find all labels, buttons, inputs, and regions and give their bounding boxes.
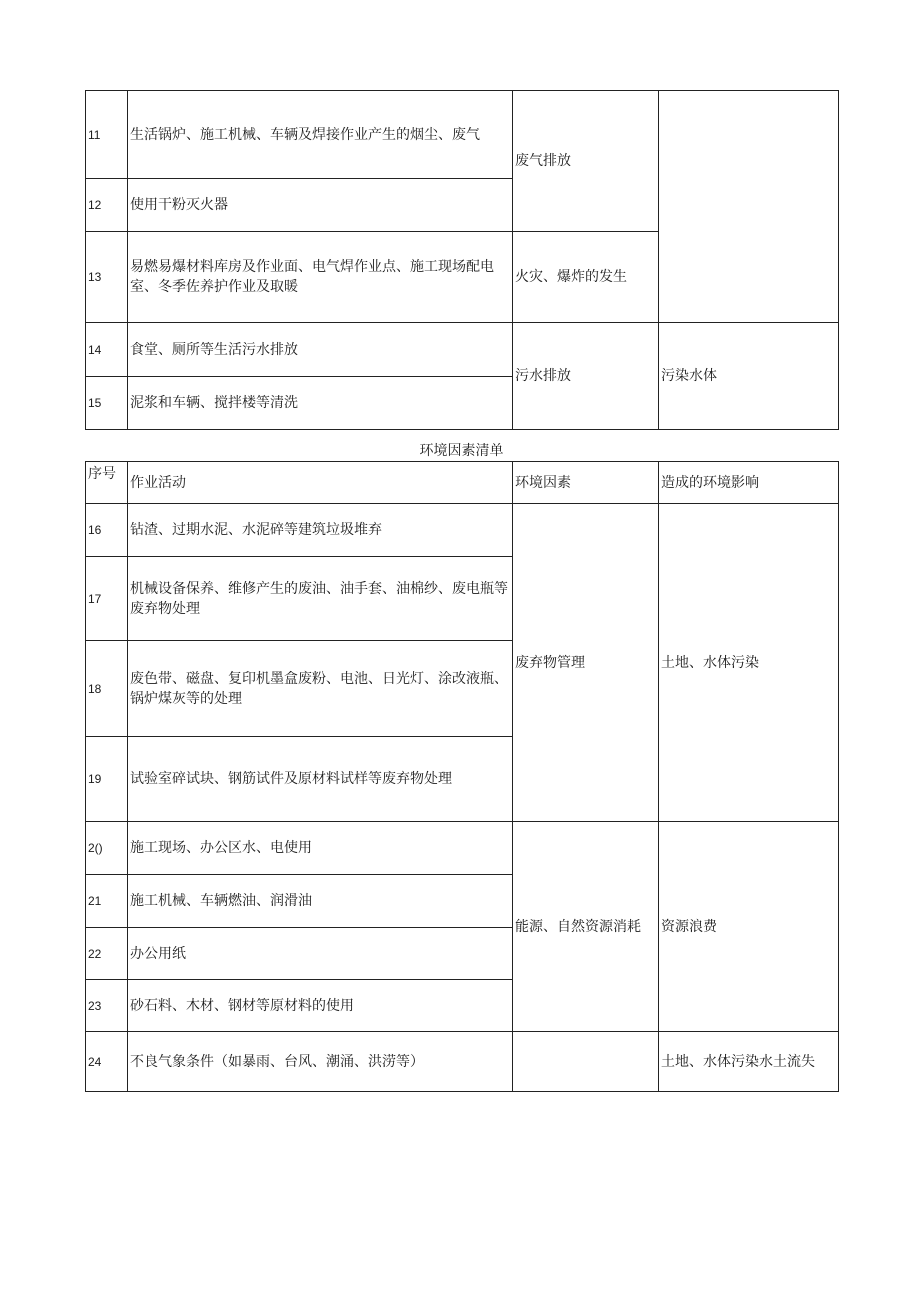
factor-cell: 火灾、爆炸的发生 [513, 232, 659, 323]
impact-cell: 土地、水体污染 [659, 504, 839, 822]
header-impact: 造成的环境影响 [659, 462, 839, 504]
activity-cell: 砂石料、木材、钢材等原材料的使用 [128, 980, 513, 1032]
impact-cell [659, 91, 839, 323]
row-number: 11 [86, 91, 128, 179]
header-factor: 环境因素 [513, 462, 659, 504]
row-number: 12 [86, 179, 128, 232]
header-row [86, 462, 839, 504]
row-number: 13 [86, 232, 128, 323]
row-number: 24 [86, 1032, 128, 1092]
activity-cell: 施工现场、办公区水、电使用 [128, 822, 513, 875]
factor-cell: 废弃物管理 [513, 504, 659, 822]
activity-cell: 废色带、磁盘、复印机墨盒废粉、电池、日光灯、涂改液瓶、锅炉煤灰等的处理 [128, 641, 513, 737]
header-seq: 序号 [86, 462, 128, 504]
row-number: 22 [86, 928, 128, 980]
activity-cell: 易燃易爆材料库房及作业面、电气焊作业点、施工现场配电室、冬季佐养护作业及取暖 [128, 232, 513, 323]
factor-cell: 能源、自然资源消耗 [513, 822, 659, 1032]
activity-cell: 施工机械、车辆燃油、润滑油 [128, 875, 513, 928]
activity-cell: 食堂、厕所等生活污水排放 [128, 323, 513, 377]
row-number: 16 [86, 504, 128, 557]
table-row [86, 323, 839, 377]
row-number: 14 [86, 323, 128, 377]
activity-cell: 不良气象条件（如暴雨、台风、潮涌、洪涝等） [128, 1032, 513, 1092]
environment-factor-table [85, 461, 839, 1092]
row-number: 15 [86, 377, 128, 430]
activity-cell: 生活锅炉、施工机械、车辆及焊接作业产生的烟尘、废气 [128, 91, 513, 179]
table-row [86, 504, 839, 557]
row-number: 23 [86, 980, 128, 1032]
table-row [86, 822, 839, 875]
activity-cell: 泥浆和车辆、搅拌楼等清洗 [128, 377, 513, 430]
table-title: 环境因素清单 [419, 443, 504, 459]
impact-cell: 污染水体 [659, 323, 839, 430]
activity-cell: 钻渣、过期水泥、水泥碎等建筑垃圾堆弃 [128, 504, 513, 557]
factor-cell: 污水排放 [513, 323, 659, 430]
header-activity: 作业活动 [128, 462, 513, 504]
activity-cell: 办公用纸 [128, 928, 513, 980]
table-row [86, 91, 839, 179]
row-number: 18 [86, 641, 128, 737]
row-number: 19 [86, 737, 128, 822]
factor-cell: 废气排放 [513, 91, 659, 232]
row-number: 2() [86, 822, 128, 875]
factor-cell [513, 1032, 659, 1092]
table-row [86, 1032, 839, 1092]
row-number: 21 [86, 875, 128, 928]
row-number: 17 [86, 557, 128, 641]
activity-cell: 机械设备保养、维修产生的废油、油手套、油棉纱、废电瓶等废弃物处理 [128, 557, 513, 641]
impact-cell: 资源浪费 [659, 822, 839, 1032]
impact-cell: 土地、水体污染水土流失 [659, 1032, 839, 1092]
activity-cell: 试验室碎试块、钢筋试件及原材料试样等废弃物处理 [128, 737, 513, 822]
activity-cell: 使用干粉灭火器 [128, 179, 513, 232]
environment-table-continued [85, 90, 839, 430]
